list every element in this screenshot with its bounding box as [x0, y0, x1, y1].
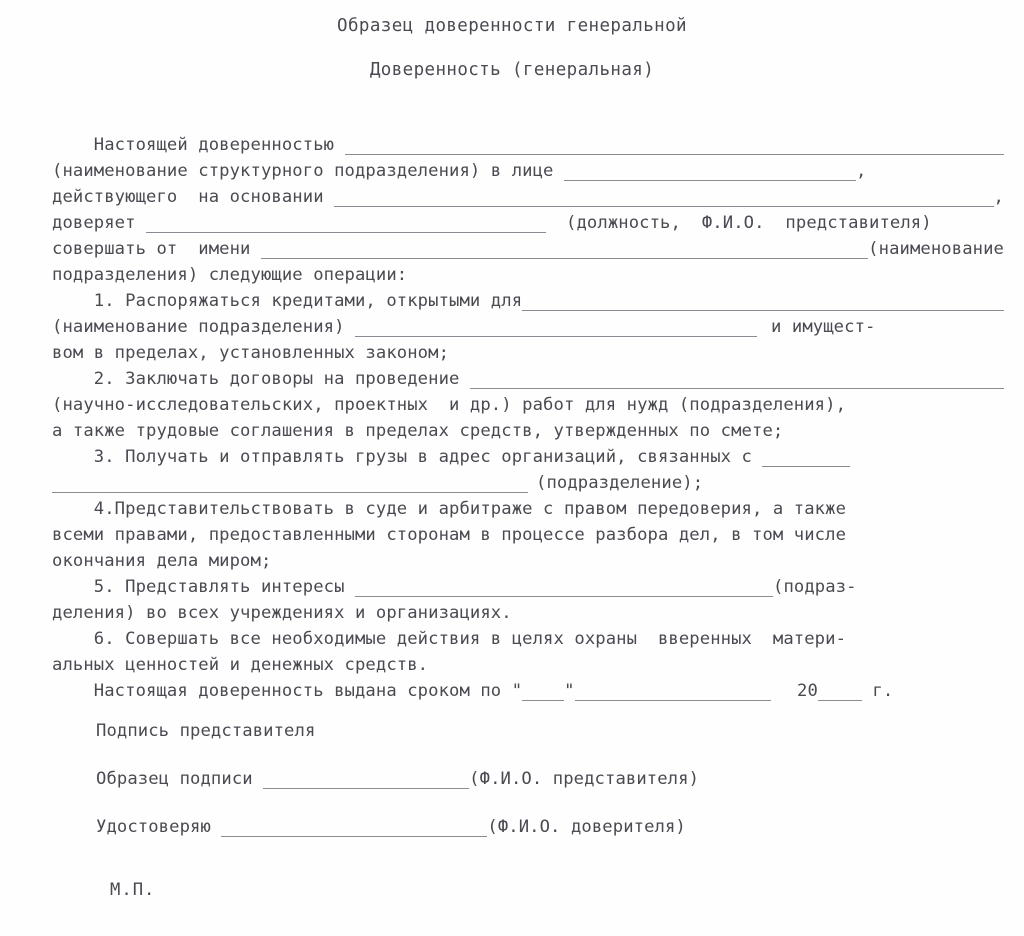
- text-sleduyushchie-operatsii: подразделения) следующие операции:: [52, 265, 408, 285]
- caption-dolzhnost-fio: (должность, Ф.И.О. представителя): [566, 213, 932, 233]
- body-line-15-item-4: [52, 496, 1004, 522]
- document-body: [52, 132, 1004, 704]
- body-line-13-item-3: [52, 444, 1004, 470]
- body-line-10-item-2: [52, 366, 1004, 392]
- body-line-19: [52, 600, 1004, 626]
- blank-field-cargo-related-2[interactable]: [52, 475, 528, 493]
- body-line-6: [52, 262, 1004, 288]
- text-doveryaet: доверяет: [52, 213, 147, 233]
- document-subtitle: Доверенность (генеральная): [369, 60, 655, 80]
- body-line-14: [52, 470, 1004, 496]
- text-nastoyashchey: Настоящей доверенностью: [52, 135, 345, 155]
- blank-field-year[interactable]: [818, 683, 862, 701]
- label-obrazets-podpisi: Образец подписи: [96, 769, 264, 789]
- text-item-4: 4.Представительствовать в суде и арбитраже с правом передоверия, а также: [52, 499, 847, 519]
- caption-naimenovanie: (наименование: [868, 239, 1004, 259]
- text-item-5: 5. Представлять интересы: [52, 577, 355, 597]
- text-deystvuyushchego: действующего на основании: [52, 187, 335, 207]
- text-comma-3: ,: [993, 187, 1004, 207]
- signature-sample-row: [96, 766, 699, 792]
- signature-block: [96, 718, 699, 840]
- caption-fio-predstavitelya: (Ф.И.О. представителя): [469, 769, 700, 789]
- stamp-place-label: М.П.: [110, 880, 156, 900]
- body-line-4: [52, 210, 1004, 236]
- blank-field-osnovanie[interactable]: [334, 189, 993, 207]
- blank-field-principal-name[interactable]: [345, 137, 1004, 155]
- blank-field-cargo-related-1[interactable]: [762, 449, 850, 467]
- text-item-1: 1. Распоряжаться кредитами, открытыми для: [52, 291, 523, 311]
- text-naimenovanie-podrazdeleniya: (наименование структурного подразделения) в лице: [52, 161, 564, 181]
- text-podpis-predstavitelya: Подпись представителя: [96, 721, 316, 741]
- text-okonchaniya-dela-mirom: окончания дела миром;: [52, 551, 272, 571]
- text-trudovye-soglasheniya: а также трудовые соглашения в пределах средств, утвержденных по смете;: [52, 421, 784, 441]
- text-year-suffix: г.: [861, 681, 894, 701]
- blank-field-day[interactable]: [522, 683, 564, 701]
- blank-field-on-behalf-of[interactable]: [261, 241, 868, 259]
- signature-heading: [96, 718, 699, 744]
- text-comma-2: ,: [855, 161, 867, 181]
- label-udostoveryayu: Удостоверяю: [96, 817, 222, 837]
- body-line-3: [52, 184, 1004, 210]
- body-line-18-item-5: [52, 574, 1004, 600]
- text-vom-v-predelah: вом в пределах, установленных законом;: [52, 343, 450, 363]
- text-i-imushchestvom: и имущест-: [771, 317, 876, 337]
- body-line-11: [52, 392, 1004, 418]
- signature-spacer-1: [96, 744, 699, 766]
- body-line-8: [52, 314, 1004, 340]
- blank-field-contracts[interactable]: [470, 371, 1004, 389]
- body-line-16: [52, 522, 1004, 548]
- body-line-9: [52, 340, 1004, 366]
- text-deleniya-vo-vseh: деления) во всех учреждениях и организациях.: [52, 603, 512, 623]
- text-quote-close: ": [564, 681, 575, 701]
- text-nauchno-issledovatelskih: (научно-исследовательских, проектных и др.) работ для нужд (подразделения),: [52, 395, 847, 415]
- text-item-3: 3. Получать и отправлять грузы в адрес организаций, связанных с: [52, 447, 763, 467]
- body-line-12: [52, 418, 1004, 444]
- body-line-20-item-6: [52, 626, 1004, 652]
- text-vsemi-pravami: всеми правами, предоставленными сторонам в процессе разбора дел, в том числе: [52, 525, 847, 545]
- text-item-2: 2. Заключать договоры на проведение: [52, 369, 470, 389]
- text-valid-until: Настоящая доверенность выдана сроком по ": [52, 681, 523, 701]
- body-line-2: [52, 158, 1004, 184]
- text-item-6: 6. Совершать все необходимые действия в целях охраны вверенных матери-: [52, 629, 847, 649]
- blank-field-signature-sample[interactable]: [263, 771, 469, 789]
- page-title: Образец доверенности генеральной: [337, 16, 687, 36]
- body-line-7-item-1: [52, 288, 1004, 314]
- signature-certify-row: [96, 814, 699, 840]
- text-naimenovanie-podrazdeleniya-2: (наименование подразделения): [52, 317, 355, 337]
- blank-field-certifier-signature[interactable]: [221, 819, 487, 837]
- caption-fio-doveritelya: (Ф.И.О. доверителя): [487, 817, 686, 837]
- signature-spacer-2: [96, 792, 699, 814]
- text-sovershat-ot-imeni: совершать от имени: [52, 239, 261, 259]
- body-line-17: [52, 548, 1004, 574]
- blank-field-representative[interactable]: [146, 215, 546, 233]
- blank-field-v-litse[interactable]: [564, 163, 856, 181]
- caption-podrazdelenie: (подразделение);: [536, 473, 704, 493]
- blank-field-month[interactable]: [575, 683, 771, 701]
- blank-field-credits-for[interactable]: [522, 293, 1004, 311]
- text-year-prefix: 20: [786, 681, 818, 701]
- blank-field-division-name-2[interactable]: [355, 319, 757, 337]
- body-line-5: [52, 236, 1004, 262]
- body-line-21: [52, 652, 1004, 678]
- caption-podraz: (подраз-: [773, 577, 857, 597]
- text-alnyh-tsennostey: альных ценностей и денежных средств.: [52, 655, 429, 675]
- blank-field-interests-of[interactable]: [355, 579, 773, 597]
- body-line-22-validity: [52, 678, 1004, 704]
- body-line-1: [52, 132, 1004, 158]
